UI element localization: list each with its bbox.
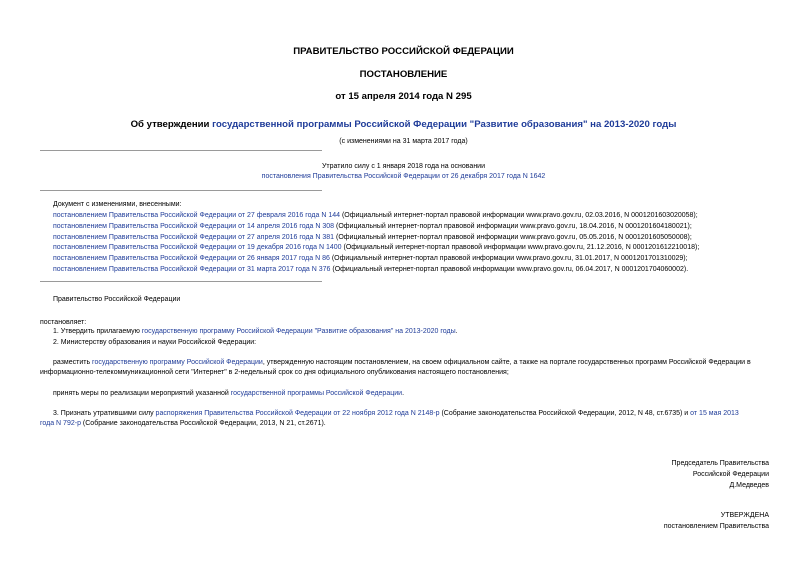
amendment-item: постановлением Правительства Российской Федерации от 31 марта 2017 года N 376 (Официальный интернет-портал правовой информации www.pravo.gov.ru, 06.04.2017, N 0001201704060002). xyxy=(53,266,689,273)
expired-note: Утратило силу с 1 января 2018 года на основании xyxy=(321,163,486,170)
amendment-item: постановлением Правительства Российской Федерации от 14 апреля 2016 года N 308 (Официальный интернет-портал правовой информации www.pravo.gov.ru, 18.04.2016, N 0001201604180021); xyxy=(53,223,692,230)
amendment-date-note: (с изменениями на 31 марта 2017 года) xyxy=(339,138,468,145)
government-heading: ПРАВИТЕЛЬСТВО РОССИЙСКОЙ ФЕДЕРАЦИИ xyxy=(293,46,514,57)
amendments-heading: Документ с изменениями, внесенными: xyxy=(53,201,182,208)
expired-decree-link[interactable]: постановления Правительства Российской Федерации от 26 декабря 2017 года N 1642 xyxy=(261,173,546,180)
divider xyxy=(40,150,322,151)
title-program-link[interactable]: государственной программы Российской Федерации "Развитие образования" на 2013-2020 годы xyxy=(212,119,677,130)
paragraph-2a-cont: информационно-телекоммуникационной сети "Интернет" в 2-недельный срок со дня официального опубликования настоящего постановления; xyxy=(40,369,509,376)
program-link[interactable]: государственную программу Российской Федерации "Развитие образования" на 2013-2020 годы xyxy=(141,328,456,335)
repealed-order-link[interactable]: распоряжения Правительства Российской Федерации от 22 ноября 2012 года N 2148-р xyxy=(155,410,440,417)
title-prefix: Об утверждении xyxy=(130,119,213,130)
program-link[interactable]: государственную программу Российской Федерации xyxy=(92,359,263,366)
amendment-link[interactable]: постановлением Правительства Российской Федерации от 14 апреля 2016 года N 308 xyxy=(53,223,335,230)
divider xyxy=(40,281,322,282)
signature-role: Председатель Правительства xyxy=(671,460,769,467)
signature-name: Д.Медведев xyxy=(729,482,769,489)
amendment-link[interactable]: постановлением Правительства Российской Федерации от 19 декабря 2016 года N 1400 xyxy=(53,244,342,251)
paragraph-3: 3. Признать утратившими силу распоряжения Правительства Российской Федерации от 22 ноября 2012 года N 2148-р (Собрание законодательства Российской Федерации, 2012, N 48, ст.6735) и от 15 мая 2013 xyxy=(53,410,739,417)
signature-role-2: Российской Федерации xyxy=(692,471,769,478)
government-line: Правительство Российской Федерации xyxy=(53,296,181,303)
divider xyxy=(40,190,322,191)
repealed-order-link-2[interactable]: от 15 мая 2013 xyxy=(690,410,739,417)
amendment-link[interactable]: постановлением Правительства Российской Федерации от 27 апреля 2016 года N 381 xyxy=(53,234,335,241)
approved-label: УТВЕРЖДЕНА xyxy=(720,512,769,519)
approved-by: постановлением Правительства xyxy=(663,523,769,530)
amendment-link[interactable]: постановлением Правительства Российской Федерации от 26 января 2017 года N 86 xyxy=(53,255,330,262)
paragraph-2a: разместить государственную программу Российской Федерации, утвержденную настоящим постановлением, на своем официальном сайте, а также на портале государственных программ Российской Федерации в xyxy=(53,359,751,366)
amendment-item: постановлением Правительства Российской Федерации от 26 января 2017 года N 86 (Официальный интернет-портал правовой информации www.pravo.gov.ru, 31.01.2017, N 0001201701310029); xyxy=(53,255,688,262)
amendment-link[interactable]: постановлением Правительства Российской Федерации от 31 марта 2017 года N 376 xyxy=(53,266,331,273)
repealed-order-link-2-cont[interactable]: года N 792-р xyxy=(40,420,81,427)
document-type: ПОСТАНОВЛЕНИЕ xyxy=(359,69,448,80)
amendment-item: постановлением Правительства Российской Федерации от 27 апреля 2016 года N 381 (Официальный интернет-портал правовой информации www.pravo.gov.ru, 05.05.2016, N 0001201605050008); xyxy=(53,234,692,241)
paragraph-2: 2. Министерству образования и науки Российской Федерации: xyxy=(53,339,257,346)
amendment-link[interactable]: постановлением Правительства Российской Федерации от 27 февраля 2016 года N 144 xyxy=(53,212,340,219)
document-date-number: от 15 апреля 2014 года N 295 xyxy=(335,91,472,102)
document-title xyxy=(0,119,807,130)
paragraph-2b: принять меры по реализации мероприятий указанной государственной программы Российской Федерации. xyxy=(53,390,405,397)
amendment-item: постановлением Правительства Российской Федерации от 27 февраля 2016 года N 144 (Официальный интернет-портал правовой информации www.pravo.gov.ru, 02.03.2016, N 0001201603020058); xyxy=(53,212,698,219)
decrees-line: постановляет: xyxy=(40,319,87,326)
amendment-item: постановлением Правительства Российской Федерации от 19 декабря 2016 года N 1400 (Официальный интернет-портал правовой информации www.pravo.gov.ru, 21.12.2016, N 0001201612210018); xyxy=(53,244,700,251)
program-link[interactable]: государственной программы Российской Федерации xyxy=(230,390,403,397)
paragraph-3-cont: года N 792-р (Собрание законодательства Российской Федерации, 2013, N 21, ст.2671). xyxy=(40,420,326,427)
paragraph-1: 1. Утвердить прилагаемую государственную программу Российской Федерации "Развитие образования" на 2013-2020 годы. xyxy=(53,328,458,335)
